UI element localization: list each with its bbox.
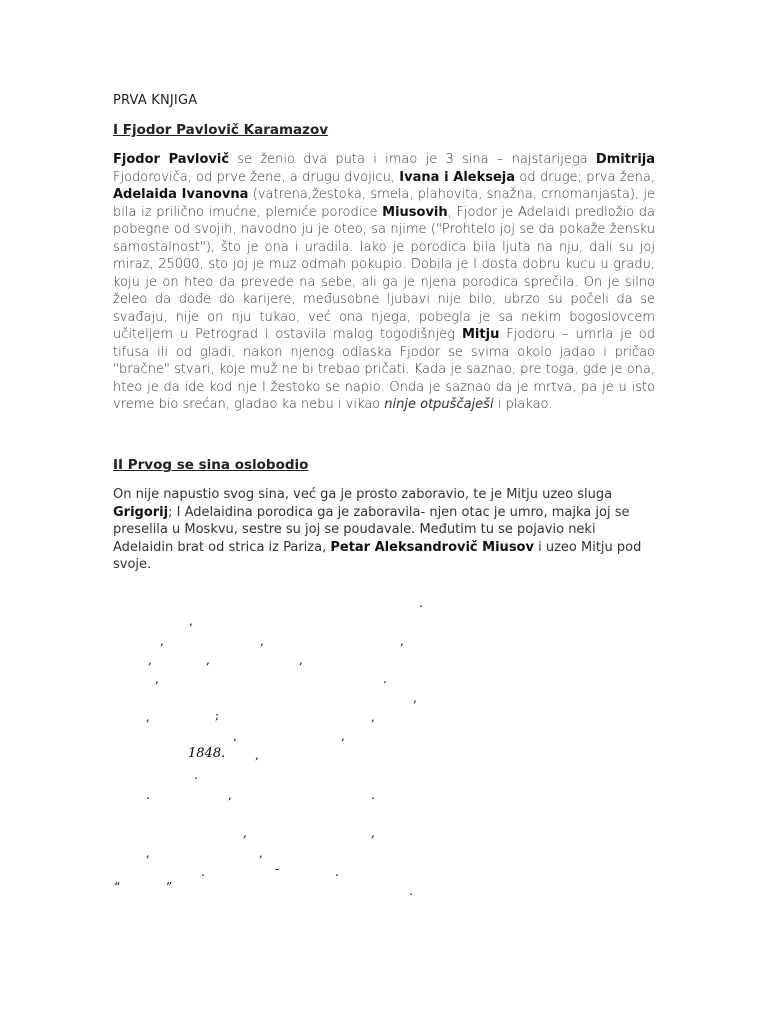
stray-period: . [146, 788, 150, 802]
text-run: Fjodoroviča, od prve žene, a drugu dvojicu, [113, 169, 400, 185]
stray-comma: , [259, 846, 263, 860]
stray-comma: , [146, 846, 150, 860]
stray-period: . [419, 596, 423, 610]
chapter-2-paragraph [113, 486, 655, 574]
text-run: ; I Adelaidina porodica ga je zaboravila- njen otac je umro, majka joj se preselila u Moskvu, sestre su joj se poudavale. Međutim tu se pojavio neki Adelaidin brat od strica iz Pariza, [113, 504, 630, 555]
stray-comma: , [371, 710, 375, 724]
stray-comma: , [146, 710, 150, 724]
stray-comma: , [160, 634, 164, 648]
bold-name: Mitju [462, 327, 500, 342]
chapter-2-heading: II Prvog se sina oslobodio [113, 457, 309, 473]
text-run: i uzeo Mitju pod svoje. [113, 539, 642, 572]
bold-name: Miusovih [382, 204, 448, 220]
stray-comma: , [255, 748, 259, 762]
stray-period: . [194, 768, 198, 782]
stray-comma: , [400, 634, 404, 648]
text-run: se ženio dva puta i imao je 3 sina – najstarijega [229, 152, 596, 167]
text-run: Fjodoru – umrla je od tifusa ili od gladi, nakon njenog odlaska Fjodor se svima okolo jadao i pričao "bračne" stvari, koje muž ne bi trebao pričati. Kada je saznao, pre toga, gde je ona, hteo je da ide kod nje I žestoko se napio. Onda je saznao da je mrtva, pa je u isto vreme bio srećan, gladao ka nebu i vikao [113, 327, 655, 412]
chapter-1-heading: I Fjodor Pavlovič Karamazov [113, 122, 329, 138]
stray-semicolon: ; [215, 708, 220, 722]
text-run: od druge; prva žena, [515, 169, 655, 185]
text-run: (vatrena,žestoka, smela, plahovita, snažna, crnomanjasta), je bila iz prilično imućne, plemiće porodice [113, 187, 655, 220]
stray-comma: , [206, 653, 210, 667]
stray-comma: , [189, 614, 193, 628]
bold-name: Petar Aleksandrovič Miusov [330, 539, 534, 555]
stray-period: . [383, 672, 387, 686]
text-run: , Fjodor je Adelaidi predložio da pobegne od svojih, navodno ju je oteo, sa njime ("Prohtelo joj se da pokaže žensku samostalnost"), što je ona i uradila. Iako je porodica bila ljuta na nju, dali su joj miraz, 25000, sto joj je muz odmah pokupio. Dobila je I dosta dobru kucu u gradu, koju je on hteo da prevede na sebe, ali ga je njena porodica sprečila. On je silno želeo da dođe do karijere, međusobne ljubavi nije bilo, ubrzo su počeli da se svađaju, nije on nju tukao, već ona njega, pobegla je sa nekim bogoslovcem učiteljem u Petrograd i ostavila malog togodišnjeg [113, 204, 655, 342]
stray-comma: , [341, 729, 345, 743]
bold-name: Adelaida Ivanovna [113, 187, 249, 202]
text-run: On nije napustio svog sina, već ga je prosto zaboravio, te je Mitju uzeo sluga [113, 487, 613, 502]
open-quote: “ [114, 880, 121, 894]
bold-name: Fjodor Pavlovič [113, 152, 230, 167]
stray-comma: , [228, 788, 232, 802]
stray-period: . [201, 865, 205, 879]
stray-period: . [335, 865, 339, 879]
stray-comma: , [260, 634, 264, 648]
italic-phrase: ninje otpuščaješi [384, 397, 494, 412]
year-text: 1848. [188, 746, 226, 761]
stray-comma: , [299, 653, 303, 667]
text-run: i plakao. [493, 397, 553, 412]
book-title: PRVA KNJIGA [113, 93, 198, 108]
stray-comma: , [371, 826, 375, 840]
close-quote: ” [166, 880, 173, 894]
stray-comma: , [148, 653, 152, 667]
stray-comma: , [243, 826, 247, 840]
chapter-1-paragraph [113, 151, 655, 414]
stray-period: . [409, 884, 413, 898]
bold-name: Grigorij [113, 504, 169, 520]
stray-comma: , [155, 672, 159, 686]
stray-dash: - [275, 862, 280, 876]
stray-period: . [371, 788, 375, 802]
stray-comma: , [233, 729, 237, 743]
bold-name: Ivana i Alekseja [399, 169, 516, 185]
stray-comma: , [413, 691, 417, 705]
bold-name: Dmitrija [595, 152, 656, 167]
